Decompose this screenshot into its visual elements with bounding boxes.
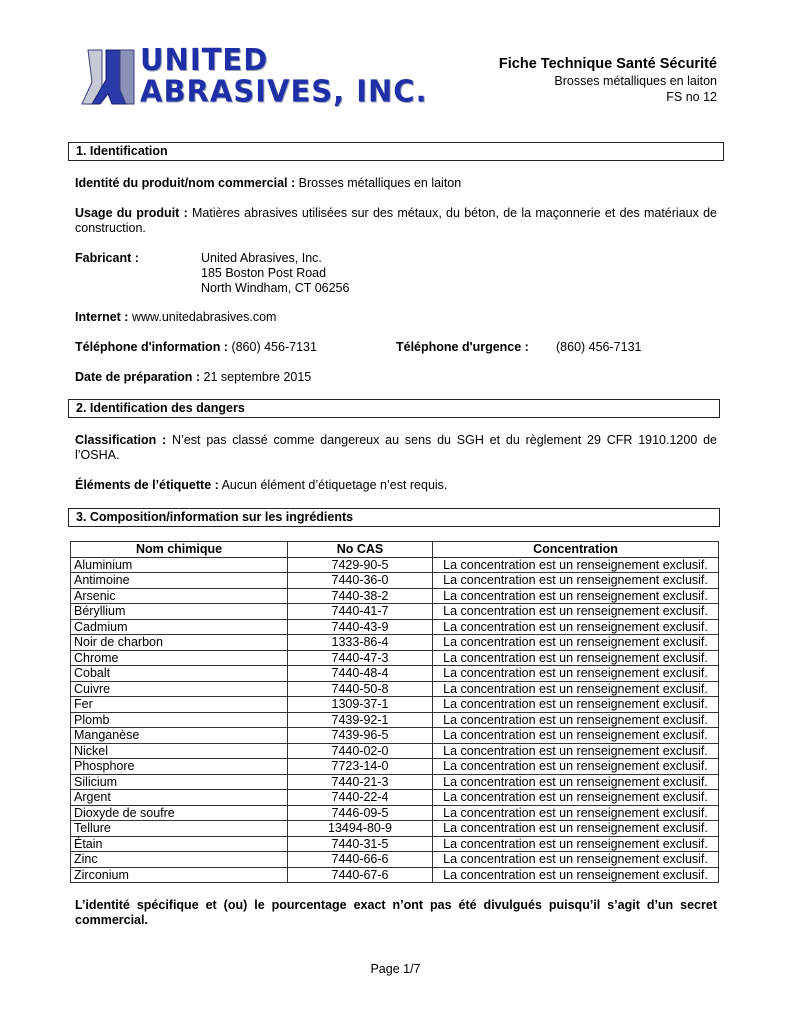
- table-header-row: [71, 542, 719, 558]
- table-row: [71, 604, 719, 620]
- concentration: La concentration est un renseignement exclusif.: [433, 836, 719, 852]
- concentration: La concentration est un renseignement exclusif.: [433, 712, 719, 728]
- table-row: [71, 743, 719, 759]
- table-row: [71, 836, 719, 852]
- table-row: [71, 867, 719, 883]
- section-2-heading: 2. Identification des dangers: [68, 399, 720, 418]
- cas-number: 7440-36-0: [288, 573, 433, 589]
- cas-number: 7439-92-1: [288, 712, 433, 728]
- logo-wordmark: UNITED ABRASIVES, INC.: [140, 41, 428, 109]
- document-header: [499, 55, 717, 105]
- concentration: La concentration est un renseignement exclusif.: [433, 790, 719, 806]
- cas-number: 7440-47-3: [288, 650, 433, 666]
- ua-logo-mark-icon: [80, 46, 136, 108]
- table-row: [71, 681, 719, 697]
- label-elements-value: Aucun élément d’étiquetage n’est requis.: [218, 478, 448, 492]
- section-1-heading: 1. Identification: [68, 142, 724, 161]
- column-header-concentration: Concentration: [433, 542, 719, 558]
- concentration: La concentration est un renseignement exclusif.: [433, 557, 719, 573]
- cas-number: 7446-09-5: [288, 805, 433, 821]
- manufacturer-name: United Abrasives, Inc.: [201, 251, 322, 265]
- product-usage: [75, 206, 717, 236]
- table-row: [71, 852, 719, 868]
- table-row: [71, 650, 719, 666]
- cas-number: 1309-37-1: [288, 697, 433, 713]
- chemical-name: Argent: [71, 790, 288, 806]
- chemical-name: Nickel: [71, 743, 288, 759]
- chemical-name: Cobalt: [71, 666, 288, 682]
- cas-number: 7440-66-6: [288, 852, 433, 868]
- cas-number: 7440-22-4: [288, 790, 433, 806]
- table-row: [71, 557, 719, 573]
- product-usage-value: Matières abrasives utilisées sur des métaux, du béton, de la maçonnerie et des matériaux de construction.: [75, 206, 717, 235]
- chemical-name: Aluminium: [71, 557, 288, 573]
- product-usage-label: Usage du produit :: [75, 206, 188, 220]
- classification: [75, 433, 717, 463]
- chemical-name: Arsenic: [71, 588, 288, 604]
- info-phone-value: (860) 456-7131: [227, 340, 317, 354]
- table-row: [71, 619, 719, 635]
- cas-number: 7723-14-0: [288, 759, 433, 775]
- chemical-name: Fer: [71, 697, 288, 713]
- cas-number: 7429-90-5: [288, 557, 433, 573]
- table-row: [71, 790, 719, 806]
- chemical-name: Antimoine: [71, 573, 288, 589]
- chemical-name: Dioxyde de soufre: [71, 805, 288, 821]
- table-row: [71, 697, 719, 713]
- chemical-name: Manganèse: [71, 728, 288, 744]
- cas-number: 7440-50-8: [288, 681, 433, 697]
- chemical-name: Cadmium: [71, 619, 288, 635]
- concentration: La concentration est un renseignement exclusif.: [433, 635, 719, 651]
- manufacturer-street: 185 Boston Post Road: [201, 266, 327, 280]
- classification-label: Classification :: [75, 433, 167, 447]
- concentration: La concentration est un renseignement exclusif.: [433, 867, 719, 883]
- cas-number: 7440-38-2: [288, 588, 433, 604]
- sheet-number: FS no 12: [666, 90, 717, 104]
- concentration: La concentration est un renseignement exclusif.: [433, 666, 719, 682]
- chemical-name: Zinc: [71, 852, 288, 868]
- table-row: [71, 821, 719, 837]
- concentration: La concentration est un renseignement exclusif.: [433, 697, 719, 713]
- table-row: [71, 573, 719, 589]
- cas-number: 7440-31-5: [288, 836, 433, 852]
- chemical-name: Noir de charbon: [71, 635, 288, 651]
- cas-number: 7440-02-0: [288, 743, 433, 759]
- column-header-cas-number: No CAS: [288, 542, 433, 558]
- table-row: [71, 588, 719, 604]
- table-row: [71, 805, 719, 821]
- chemical-name: Cuivre: [71, 681, 288, 697]
- concentration: La concentration est un renseignement exclusif.: [433, 728, 719, 744]
- chemical-name: Silicium: [71, 774, 288, 790]
- cas-number: 7440-41-7: [288, 604, 433, 620]
- chemical-name: Béryllium: [71, 604, 288, 620]
- chemical-name: Tellure: [71, 821, 288, 837]
- concentration: La concentration est un renseignement exclusif.: [433, 573, 719, 589]
- table-row: [71, 774, 719, 790]
- concentration: La concentration est un renseignement exclusif.: [433, 805, 719, 821]
- concentration: La concentration est un renseignement exclusif.: [433, 650, 719, 666]
- concentration: La concentration est un renseignement exclusif.: [433, 681, 719, 697]
- internet: [75, 310, 717, 325]
- concentration: La concentration est un renseignement exclusif.: [433, 821, 719, 837]
- ingredients-table: [70, 541, 719, 883]
- table-row: [71, 635, 719, 651]
- emergency-phone-label: Téléphone d'urgence :: [396, 340, 529, 354]
- chemical-name: Chrome: [71, 650, 288, 666]
- emergency-phone-value: (860) 456-7131: [556, 340, 642, 354]
- table-row: [71, 666, 719, 682]
- cas-number: 7440-43-9: [288, 619, 433, 635]
- concentration: La concentration est un renseignement exclusif.: [433, 852, 719, 868]
- product-identity: [75, 176, 717, 191]
- manufacturer-city: North Windham, CT 06256: [201, 281, 350, 295]
- info-phone-label: Téléphone d'information :: [75, 340, 228, 354]
- product-name: Brosses métalliques en laiton: [554, 74, 717, 88]
- chemical-name: Plomb: [71, 712, 288, 728]
- concentration: La concentration est un renseignement exclusif.: [433, 759, 719, 775]
- website-link[interactable]: www.unitedabrasives.com: [128, 310, 277, 324]
- company-logo: [80, 41, 428, 110]
- internet-label: Internet :: [75, 310, 129, 324]
- column-header-chemical-name: Nom chimique: [71, 542, 288, 558]
- section-3-heading: 3. Composition/information sur les ingrédients: [68, 508, 720, 527]
- concentration: La concentration est un renseignement exclusif.: [433, 619, 719, 635]
- manufacturer-address: [201, 251, 349, 296]
- label-elements-label: Éléments de l’étiquette :: [75, 478, 219, 492]
- chemical-name: Zirconium: [71, 867, 288, 883]
- preparation-date: [75, 370, 717, 385]
- manufacturer-label: Fabricant :: [75, 251, 139, 265]
- cas-number: 7440-21-3: [288, 774, 433, 790]
- page-number: Page 1/7: [370, 962, 421, 976]
- document-title: Fiche Technique Santé Sécurité: [498, 56, 717, 72]
- trade-secret-note: L’identité spécifique et (ou) le pourcentage exact n’ont pas été divulgués puisqu’il s’agit d’un secret commercial.: [75, 898, 717, 927]
- cas-number: 1333-86-4: [288, 635, 433, 651]
- chemical-name: Phosphore: [71, 759, 288, 775]
- cas-number: 7440-67-6: [288, 867, 433, 883]
- table-row: [71, 712, 719, 728]
- cas-number: 13494-80-9: [288, 821, 433, 837]
- product-identity-label: Identité du produit/nom commercial :: [75, 176, 296, 190]
- concentration: La concentration est un renseignement exclusif.: [433, 774, 719, 790]
- concentration: La concentration est un renseignement exclusif.: [433, 604, 719, 620]
- concentration: La concentration est un renseignement exclusif.: [433, 588, 719, 604]
- table-row: [71, 759, 719, 775]
- cas-number: 7440-48-4: [288, 666, 433, 682]
- concentration: La concentration est un renseignement exclusif.: [433, 743, 719, 759]
- cas-number: 7439-96-5: [288, 728, 433, 744]
- product-identity-value: Brosses métalliques en laiton: [295, 176, 462, 190]
- info-phone: [75, 340, 317, 355]
- label-elements: [75, 478, 717, 493]
- classification-value: N’est pas classé comme dangereux au sens du SGH et du règlement 29 CFR 1910.1200 de l’OSHA.: [75, 433, 717, 462]
- preparation-date-label: Date de préparation :: [75, 370, 201, 384]
- preparation-date-value: 21 septembre 2015: [200, 370, 312, 384]
- chemical-name: Étain: [71, 836, 288, 852]
- table-row: [71, 728, 719, 744]
